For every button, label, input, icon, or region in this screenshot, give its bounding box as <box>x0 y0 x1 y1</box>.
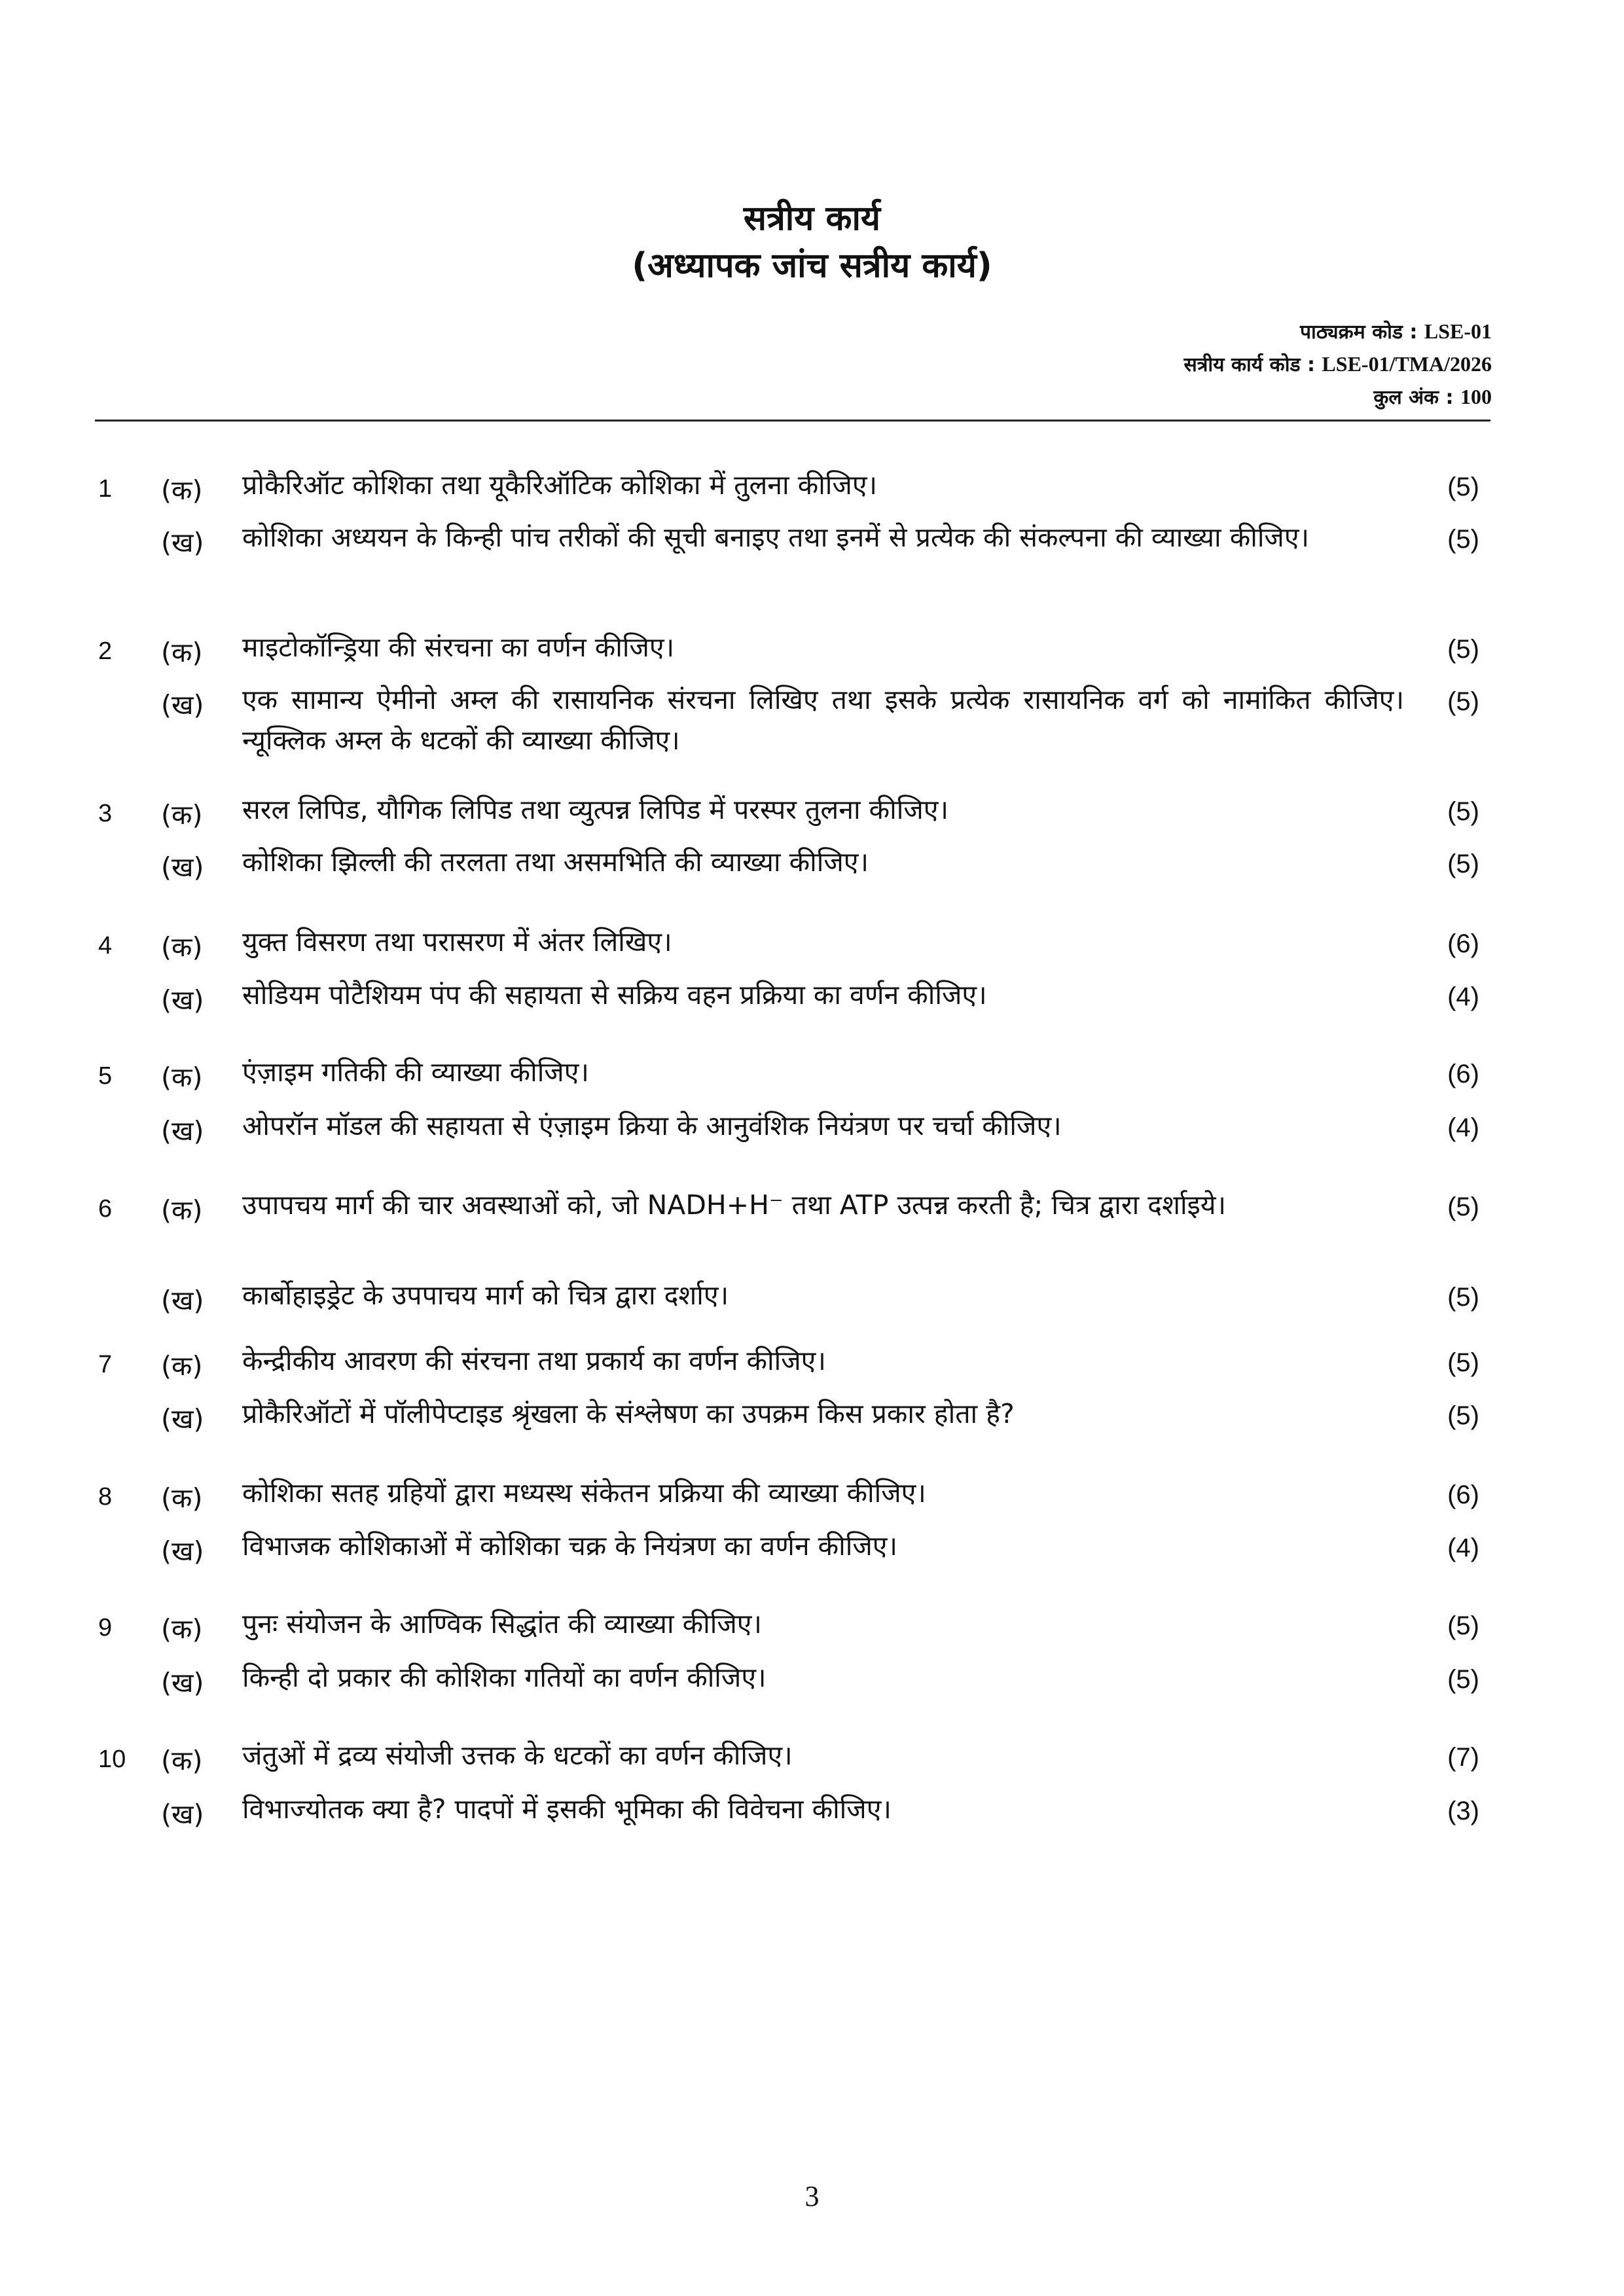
question-text: केन्द्रीकीय आवरण की संरचना तथा प्रकार्य का वर्णन कीजिए। <box>242 1345 826 1376</box>
question-text: कोशिका झिल्ली की तरलता तथा असमभिति की व्याख्या कीजिए। <box>242 846 869 878</box>
part-label: (क) <box>161 931 203 963</box>
assignment-code-value: LSE-01/TMA/2026 <box>1322 352 1492 376</box>
marks: (3) <box>1447 1797 1479 1825</box>
question-text: जंतुओं में द्रव्य संयोजी उत्तक के धटकों का वर्णन कीजिए। <box>242 1740 793 1771</box>
marks: (5) <box>1447 850 1479 878</box>
marks: (6) <box>1447 929 1479 958</box>
marks: (4) <box>1447 1113 1479 1142</box>
question-text: युक्त विसरण तथा परासरण में अंतर लिखिए। <box>242 926 672 958</box>
total-marks-label: कुल अंक : <box>1373 386 1454 409</box>
course-code-value: LSE-01 <box>1424 319 1492 343</box>
part-label: (क) <box>161 1062 203 1093</box>
question-text: प्रोकैरिऑटों में पॉलीपेप्टाइड श्रृंखला के संश्लेषण का उपक्रम किस प्रकार होता है? <box>242 1398 1015 1429</box>
question-text: सोडियम पोटैशियम पंप की सहायता से सक्रिय वहन प्रक्रिया का वर्णन कीजिए। <box>242 979 987 1011</box>
part-label: (क) <box>161 1613 203 1645</box>
marks: (5) <box>1447 687 1479 716</box>
question-text: कोशिका सतह ग्रहियों द्वारा मध्यस्थ संकेतन प्रक्रिया की व्याख्या कीजिए। <box>242 1477 926 1509</box>
question-number: 5 <box>98 1062 113 1090</box>
question-number: 4 <box>98 932 113 960</box>
part-label: (क) <box>161 1194 203 1226</box>
part-label: (ख) <box>161 1799 204 1830</box>
question-text: सरल लिपिड, यौगिक लिपिड तथा व्युत्पन्न लिपिड में परस्पर तुलना कीजिए। <box>242 794 948 825</box>
total-marks-value: 100 <box>1460 385 1492 408</box>
question-text: विभाज्योतक क्या है? पादपों में इसकी भूमिका की विवेचना कीजिए। <box>242 1793 892 1825</box>
question-text: माइटोकॉन्ड्रिया की संरचना का वर्णन कीजिए। <box>242 632 675 663</box>
part-label: (ख) <box>161 984 204 1016</box>
part-label: (ख) <box>161 1403 204 1435</box>
part-label: (ख) <box>161 1535 204 1567</box>
part-label: (ख) <box>161 527 204 558</box>
assignment-code-label: सत्रीय कार्य कोड : <box>1183 353 1315 376</box>
question-number: 2 <box>98 637 113 665</box>
marks: (6) <box>1447 1480 1479 1509</box>
question-number: 9 <box>98 1614 113 1641</box>
question-text: ओपरॉन मॉडल की सहायता से एंज़ाइम क्रिया के आनुवंशिक नियंत्रण पर चर्चा कीजिए। <box>242 1110 1062 1141</box>
part-label: (ख) <box>161 1285 204 1316</box>
question-text: प्रोकैरिऑट कोशिका तथा यूकैरिऑटिक कोशिका में तुलना कीजिए। <box>242 469 878 501</box>
part-label: (क) <box>161 475 203 506</box>
page-title: सत्रीय कार्य <box>743 199 881 238</box>
part-label: (क) <box>161 799 203 831</box>
marks: (5) <box>1447 797 1479 826</box>
question-text: विभाजक कोशिकाओं में कोशिका चक्र के नियंत्रण का वर्णन कीजिए। <box>242 1530 898 1562</box>
part-label: (ख) <box>161 1667 204 1698</box>
marks: (6) <box>1447 1060 1479 1088</box>
part-label: (क) <box>161 1745 203 1776</box>
marks: (4) <box>1447 982 1479 1011</box>
question-number: 7 <box>98 1351 113 1378</box>
marks: (5) <box>1447 1283 1479 1312</box>
question-text: किन्ही दो प्रकार की कोशिका गतियों का वर्णन कीजिए। <box>242 1662 767 1693</box>
part-label: (ख) <box>161 852 204 883</box>
question-number: 6 <box>98 1195 113 1223</box>
question-text: एक सामान्य ऐमीनो अम्ल की रासायनिक संरचना लिखिए तथा इसके प्रत्येक रासायनिक वर्ग को नामांकित कीजिए। न्यूक्लिक अम्ल के धटकों की व्याख्या कीजिए। <box>242 684 1404 756</box>
question-text: एंज़ाइम गतिकी की व्याख्या कीजिए। <box>242 1056 589 1088</box>
marks: (5) <box>1447 1401 1479 1430</box>
marks: (5) <box>1447 473 1479 501</box>
marks: (5) <box>1447 1193 1479 1221</box>
part-label: (क) <box>161 637 203 668</box>
page-number: 3 <box>804 2180 820 2212</box>
marks: (5) <box>1447 1665 1479 1694</box>
marks: (7) <box>1447 1743 1479 1772</box>
part-label: (ख) <box>161 1115 204 1147</box>
course-code-label: पाठ्यक्रम कोड : <box>1300 321 1418 344</box>
marks: (5) <box>1447 635 1479 664</box>
part-label: (क) <box>161 1482 203 1514</box>
marks: (5) <box>1447 1611 1479 1640</box>
question-number: 10 <box>98 1746 126 1773</box>
question-text: कोशिका अध्ययन के किन्ही पांच तरीकों की सूची बनाइए तथा इनमें से प्रत्येक की संकल्पना की व्याख्या कीजिए। <box>242 522 1310 553</box>
marks: (5) <box>1447 525 1479 554</box>
question-text: उपापचय मार्ग की चार अवस्थाओं को, जो NADH+H⁻ तथा ATP उत्पन्न करती है; चित्र द्वारा दर्शाइये। <box>242 1189 1227 1221</box>
page-subtitle: (अध्यापक जांच सत्रीय कार्य) <box>632 246 992 285</box>
part-label: (ख) <box>161 689 204 721</box>
part-label: (क) <box>161 1350 203 1382</box>
question-number: 3 <box>98 800 113 827</box>
marks: (5) <box>1447 1348 1479 1377</box>
question-number: 8 <box>98 1483 113 1511</box>
question-text: कार्बोहाइड्रेट के उपपाचय मार्ग को चित्र द्वारा दर्शाए। <box>242 1280 729 1311</box>
question-text: पुनः संयोजन के आण्विक सिद्धांत की व्याख्या कीजिए। <box>242 1608 762 1640</box>
question-number: 1 <box>98 475 113 503</box>
marks: (4) <box>1447 1534 1479 1562</box>
